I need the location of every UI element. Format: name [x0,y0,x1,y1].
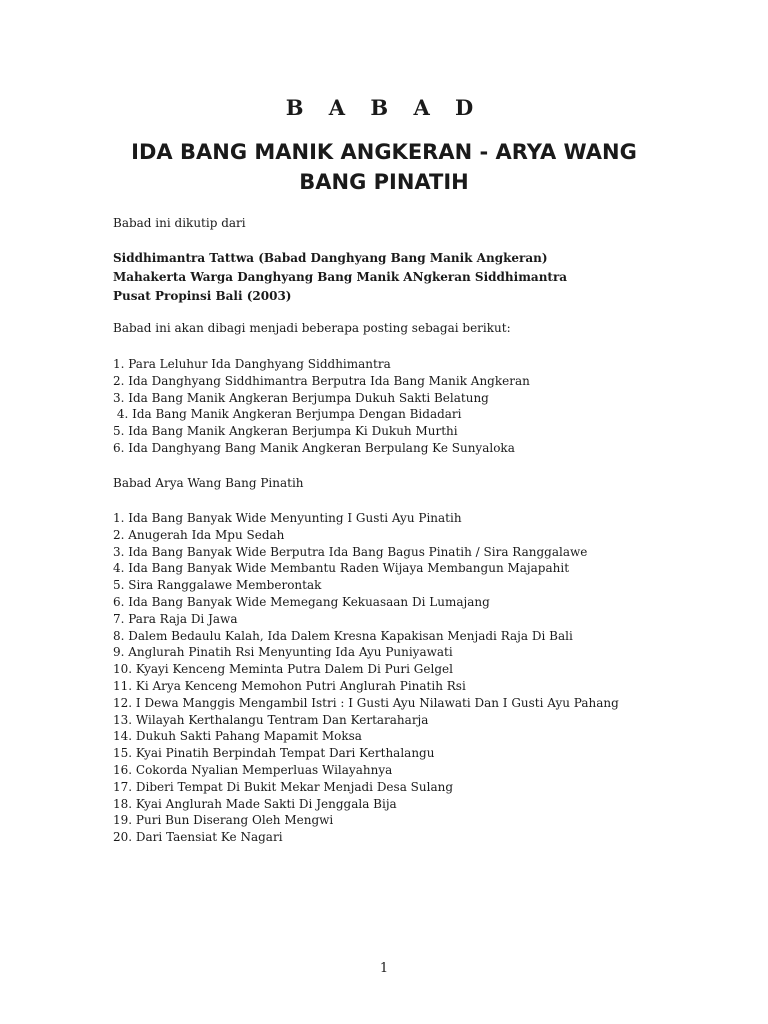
list-item: 2. Ida Danghyang Siddhimantra Berputra Ida Bang Manik Angkeran [113,373,530,388]
list-item: 3. Ida Bang Banyak Wide Berputra Ida Bang Bagus Pinatih / Sira Ranggalawe [113,544,588,559]
list-item: 6. Ida Bang Banyak Wide Memegang Kekuasaan Di Lumajang [113,594,490,609]
list-item: 3. Ida Bang Manik Angkeran Berjumpa Dukuh Sakti Belatung [113,390,489,405]
list-item: 15. Kyai Pinatih Berpindah Tempat Dari Kerthalangu [113,746,435,761]
list-item: 5. Sira Ranggalawe Memberontak [113,578,322,593]
document-heading: B A B A D [285,95,483,120]
source-line-3: Pusat Propinsi Bali (2003) [113,289,292,303]
list-item: 6. Ida Danghyang Bang Manik Angkeran Berpulang Ke Sunyaloka [113,440,515,455]
list-item: 18. Kyai Anglurah Made Sakti Di Jenggala Bija [113,796,397,811]
posting-list-2 [113,510,673,846]
list-item: 12. I Dewa Manggis Mengambil Istri : I Gusti Ayu Nilawati Dan I Gusti Ayu Pahang [113,695,619,710]
list-item: 16. Cokorda Nyalian Memperluas Wilayahnya [113,762,393,777]
list-item: 19. Puri Bun Diserang Oleh Mengwi [113,813,334,828]
page-number: 1 [379,961,389,976]
source-line-2: Mahakerta Warga Danghyang Bang Manik ANgkeran Siddhimantra [113,270,568,284]
posting-list-1 [113,356,673,457]
posting-intro: Babad ini akan dibagi menjadi beberapa posting sebagai berikut: [113,321,511,335]
section-title: Babad Arya Wang Bang Pinatih [113,476,304,490]
document-title: IDA BANG MANIK ANGKERAN - ARYA WANG BANG PINATIH [131,140,637,194]
list-item: 9. Anglurah Pinatih Rsi Menyunting Ida Ayu Puniyawati [113,645,453,660]
list-item: 14. Dukuh Sakti Pahang Mapamit Moksa [113,729,362,744]
list-item: 8. Dalem Bedaulu Kalah, Ida Dalem Kresna Kapakisan Menjadi Raja Di Bali [113,628,573,643]
list-item: 4. Ida Bang Manik Angkeran Berjumpa Dengan Bidadari [113,407,462,422]
list-item: 2. Anugerah Ida Mpu Sedah [113,527,285,542]
list-item: 1. Ida Bang Banyak Wide Menyunting I Gusti Ayu Pinatih [113,511,462,525]
list-item: 7. Para Raja Di Jawa [113,611,238,626]
intro-text: Babad ini dikutip dari [113,216,246,230]
list-item: 11. Ki Arya Kenceng Memohon Putri Anglurah Pinatih Rsi [113,678,466,693]
source-citation [113,249,673,306]
list-item: 17. Diberi Tempat Di Bukit Mekar Menjadi Desa Sulang [113,779,454,794]
list-item: 13. Wilayah Kerthalangu Tentram Dan Kertaraharja [113,712,429,727]
list-item: 1. Para Leluhur Ida Danghyang Siddhimantra [113,357,391,371]
list-item: 5. Ida Bang Manik Angkeran Berjumpa Ki Dukuh Murthi [113,424,458,439]
list-item: 10. Kyayi Kenceng Meminta Putra Dalem Di Puri Gelgel [113,662,453,677]
source-line-1: Siddhimantra Tattwa (Babad Danghyang Bang Manik Angkeran) [113,251,548,265]
list-item: 4. Ida Bang Banyak Wide Membantu Raden Wijaya Membangun Majapahit [113,561,570,576]
list-item: 20. Dari Taensiat Ke Nagari [113,830,283,845]
